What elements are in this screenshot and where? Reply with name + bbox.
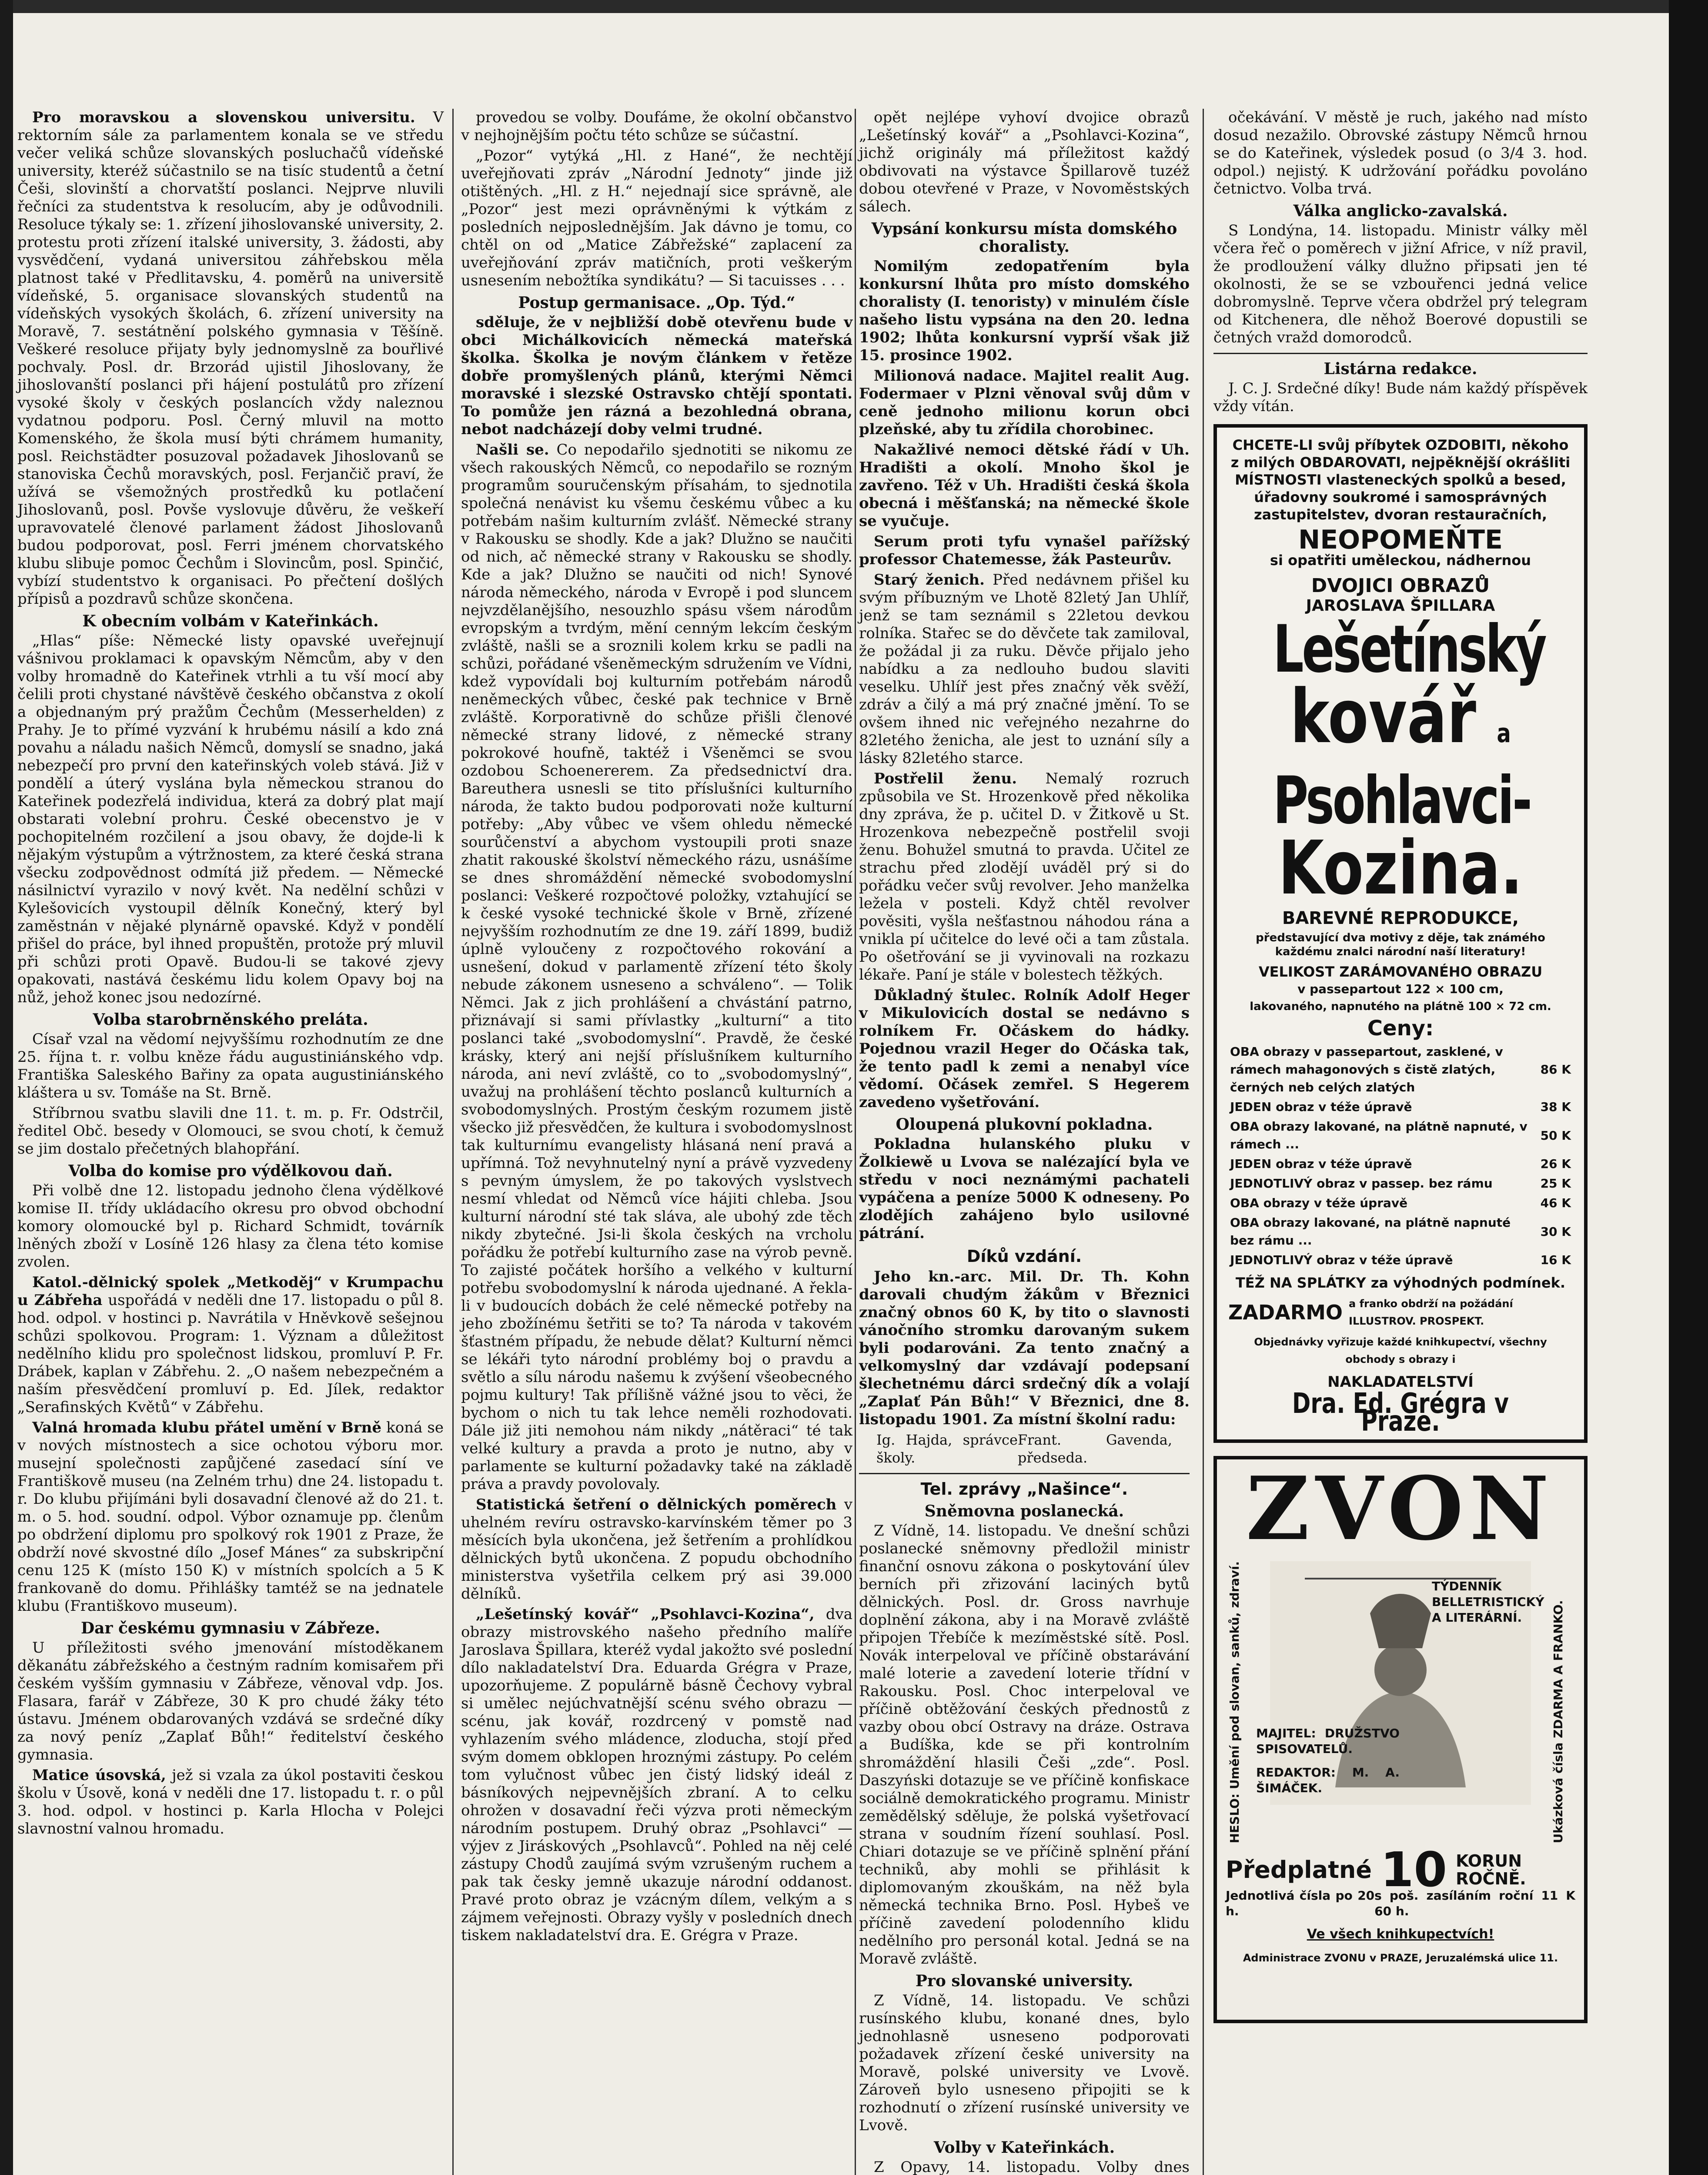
article-text: Stříbrnou svatbu slavili dne 11. t. m. p. Fr. Odstrčil, ředitel Obč. besedy v Olomouci, se svou chotí, k čemuž se jim dostalo přečetných blahopřání. xyxy=(17,1104,444,1158)
ad-zadarmo: ZADARMO xyxy=(1228,1300,1343,1324)
article-headline: Vypsání konkursu místa domského choralisty. xyxy=(871,220,1177,256)
article-headline: Milionová nadace. xyxy=(874,367,1027,385)
article-text: „Pozor“ vytýká „Hl. z Hané“, že nechtějí uveřejňovati zpráv „Národní Jednoty“ jinde již otištěných. „Hl. z H.“ nejednají sice správně, ale „Pozor“ jest mezi oprávněnými k výtkám z posledních nejposlednějším. Jak dávno je tomu, co chtěl on od „Matice Zábřežské“ zaplacení za uveřejňování zpráv matičních, proti veškerým usnesením nebožtíka syndikátu? — Si tacuisses . . . xyxy=(461,147,852,289)
zvon-bookshops: Ve všech knihkupectvích! xyxy=(1307,1926,1494,1942)
ad-repro-desc: představující dva motivy z děje, tak známého každému znalci národní naší literatury! xyxy=(1256,931,1545,958)
ad-installments: TÉŽ NA SPLÁTKY za výhodných podmínek. xyxy=(1235,1275,1566,1291)
zvon-title: ZVON xyxy=(1246,1458,1555,1560)
ad-title-kozina: Kozina. xyxy=(1278,825,1523,911)
price-label: OBA obrazy v téže úpravě xyxy=(1230,1196,1408,1210)
zvon-admin: Administrace ZVONU v PRAZE, Jeruzalémská ulice 11. xyxy=(1243,1951,1558,1964)
article-text: v Uh. Hradišti a okolí. Mnoho škol je zavřeno. Též v Uh. Hradišti česká škola obecná i měšťanská; na německé škole se vyučuje. xyxy=(859,441,1190,530)
column-rule xyxy=(1203,109,1204,2175)
article-text: Před nedávnem přišel ku svým příbuzným ve Lhotě 82letý Jan Uhlíř, jenž se tam seznámil s 22letou devkou rolníka. Stařec se do děvčete tak zamiloval, že požádal ji za ruku. Děvče přijalo jeho nabídku a za nedlouho budou slaviti veselku. Uhlíř jest přes značný věk svěží, zdráv a čilý a má prý značné jmění. To se ovšem ihned nic veřejného nezahrne do 82letého ženicha, ale jest to uznání síly a lásky 82letého starce. xyxy=(859,571,1190,767)
price-value: 50 K xyxy=(1540,1128,1571,1143)
article-headline: Matice úsovská, xyxy=(32,1767,166,1784)
ad-title-kovar-text: kovář xyxy=(1290,674,1476,760)
article-text: Z Opavy, 14. listopadu. Volby dnes xyxy=(874,2158,1190,2175)
advertisement-zvon xyxy=(1213,1456,1588,2023)
column-rule xyxy=(855,109,856,2175)
article-text: vynašel pařížský professor Chatemesse, žák Pasteurův. xyxy=(859,533,1190,568)
article-headline: Válka anglicko-zavalská. xyxy=(1293,202,1508,220)
article-text: U příležitosti svého jmenování místoděkanem děkanátu zábřežského a čestným radním komisařem při českém vyšším gymnasiu v Zábřeze, věnoval vdp. Jos. Flasara, farář v Zábřeze, 30 K pro chudé žáky této ústavu. Jménem obdarovaných vzdává se srdečné díky za nový peníz „Zaplať Bůh!“ ředitelství českého gymnasia. xyxy=(17,1639,444,1763)
article-text: V rektorním sále za parlamentem konala se ve středu večer veliká schůze slovanských posluchačů vídeňské university, kteréž súčastnilo se na tisíc studentů a četní Češi, slovinští a chorvatští poslanci. Nejprve nluvili řečníci za studentstva k resolucím, aby je odůvodnili. Resoluce týkaly se: 1. zřízení jihoslovanské university, 2. protestu proti zřízení italské university, 3. žádosti, aby vysvědčení, vydaná universitou záhřebskou měla platnost také v Předlitavsku, 4. poměrů na universitě vídeňské, 5. organisace slovanských studentů na vídeňských vysokých školách, 6. zřízení university na Moravě, 7. sestátnění polského gymnasia v Těšíně. Veškeré resoluce přijaty byly jednomyslně za bouřlivé pochvaly. Posl. dr. Brzorád ujistil Jihoslovany, že jihoslovanští poslanci při hájení postulátů pro zřízení vysoké školy v českých poslancích vždy naleznou vydatnou podporu. Posl. Černý mluvil na motto Komenského, že škola musí býti chrámem humanity, posl. Reichstädter posuzoval požadavek Jihoslovanů se stanoviska Čechů moravských, posl. Ferjančič praví, že užívá se všemožných prostředků ku potlačení Jihoslovanů, posl. Povše vyslovuje důvěru, že veškeří upravovatelé členové parlament žádost Jihoslovanů budou podporovat, posl. Ferri jménem chorvatského klubu slibuje pomoc Čechům i Slovincům, posl. Spinčić, vybízí studentstvo k organisaci. Po přečtení došlých přípisů a pozdravů schůze skončena. xyxy=(17,109,444,608)
article-text: Při volbě dne 12. listopadu jednoho člena výdělkové komise II. třídy ukládacího okresu pro obvod obchodní komory olomoucké byl p. Richard Schmidt, továrník lněných zboží v Losíně 126 hlasy za člena této komise zvolen. xyxy=(17,1182,444,1271)
article-headline: Volby v Kateřinkách. xyxy=(933,2138,1115,2157)
article-headline: Starý ženich. xyxy=(874,571,985,589)
divider xyxy=(859,1473,1190,1474)
price-row xyxy=(1228,1154,1573,1174)
article-headline: Našli se. xyxy=(476,441,549,458)
ad-title-lesetinsky: Lešetínský xyxy=(1273,612,1545,687)
price-label: JEDEN obraz v téže úpravě xyxy=(1230,1100,1412,1114)
scan-edge-right xyxy=(1669,0,1708,2175)
advertisement-spillar xyxy=(1213,424,1588,1443)
article-text: v uhelném revíru ostravsko-karvínském těmer po 3 měsících byla ukončena, jež šetřením a prohlídkou dělnických bytů ukončena. Z popudu obchodního ministerstva vyšetřila celkem prý asi 39.000 dělníků. xyxy=(461,1496,852,1603)
article-text: sděluje, že v nejbližší době otevřenu bude v obci Michálkovicích německá mateřská školka. Školka je novým článkem v řetěze dobře promyšlených plánů, kterými Němci moravské i slezské Ostravsko chtějí spontati. To pomůže jen rázná a bezohledná obrana, nebot nadcházejí doby velmi trudné. xyxy=(461,314,852,438)
ad-prices-head: Ceny: xyxy=(1367,1016,1434,1041)
price-row xyxy=(1228,1117,1573,1154)
column-rule xyxy=(452,109,454,2175)
ad-publisher-head: NAKLADATELSTVÍ xyxy=(1327,1373,1474,1391)
article-text: Z Vídně, 14. listopadu. Ve dnešní schůzi poslanecké sněmovny předložil ministr finanční osnovu zákona o poskytování úlev berních při zřizování laciných bytů dělnických. Posl. dr. Gross navrhuje doplnění zákona, aby i na Moravě zvláště připojen Třebíče k mezíměstské sítě. Posl. Novák interpeloval ve příčině obstarávání malé loterie a zavedení loterie třídní v Rakousku. Posl. Choc interpeloval ve příčině obtěžování českých přednostů z vazby obou obcí Ostravy na dráze. Ostrava a Budíška, kde se při kontrolním shromáždění hlasili Češi „zde“. Posl. Daszyński dotazuje se ve příčině konfiskace sociálně demokratického programu. Ministr zemědělský sděluje, že polská vyšetřovací strana v soudním řízení souhlasí. Posl. Chiari dotazuje se ve příčině splnění přání techniků, aby mohli se přihlásit k diplomovaným zkouškám, na něž byla německá technika Brno. Posl. Hybeš ve příčině zavedení polodenního klidu nedělního pro personál kotal. Jedná se na Moravě zvláště. xyxy=(859,1522,1190,1968)
article-headline: Nakažlivé nemoci dětské řádí xyxy=(874,441,1133,458)
zvon-illustration xyxy=(1252,1561,1549,1805)
price-row xyxy=(1228,1174,1573,1193)
zvon-single-issue: Jednotlivá čísla po 20 h. xyxy=(1226,1888,1375,1918)
price-value: 38 K xyxy=(1540,1100,1571,1114)
price-row xyxy=(1228,1097,1573,1117)
zvon-editor: REDAKTOR: M. A. ŠIMÁČEK. xyxy=(1256,1765,1400,1795)
article-headline: Postup germanisace. „Op. Týd.“ xyxy=(518,294,796,312)
article-text: Pokladna hulanského pluku v Žolkiewě u Lvova se nalézající byla ve středu v noci neznámými pachateli vypáčena a peníze 5000 K odneseny. Po zlodějích zahájeno bylo usilovné pátrání. xyxy=(859,1135,1190,1242)
article-text: Jeho kn.-arc. Mil. Dr. Th. Kohn darovali chudým žákům v Březnici značný obnos 60 K, by tito o slavnosti vánočního stromku darovaným sukem byli podarováni. Za tento značný a velkomyslný dar vzdávají podepsaní šlechetnému dárci srdečný dík a volají „Zaplať Pán Bůh!“ V Březnici, dne 8. listopadu 1901. Za místní školní radu: xyxy=(859,1268,1190,1428)
ad-orders: Objednávky vyřizuje každé knihkupectví, všechny obchody s obrazy i xyxy=(1254,1336,1547,1365)
article-headline: Volba do komise pro výdělkovou daň. xyxy=(68,1162,393,1180)
price-label: OBA obrazy lakované, na plátně napnuté, v rámech ... xyxy=(1230,1119,1528,1151)
ad-zadarmo-desc: a franko obdrží na požádání ILLUSTROV. PROSPEKT. xyxy=(1349,1298,1513,1327)
article-headline: Listárna redakce. xyxy=(1324,360,1477,378)
article-headline: Pro slovanské university. xyxy=(915,1972,1133,1990)
article-text: J. C. J. Srdečné díky! Bude nám každý příspěvek vždy vítán. xyxy=(1213,380,1588,415)
column-2 xyxy=(461,109,852,1947)
article-text: jež si vzala za úkol postaviti českou školu v Úsově, koná v neděli dne 17. listopadu t. r. o půl 3. hod. odpol. v hostinci p. Karla Hlocha v Polejci slavnostní valnou hromadu. xyxy=(17,1767,444,1837)
article-text: Rolník Adolf Heger v Mikulovicích dostal se nedávno s rolníkem Fr. Očáskem do hádky. Pojednou vrazil Heger do Očáska tak, že tento padl k zemi a nenabyl více vědomí. Očásek zemřel. S Hegerem zavedeno vyšetřování. xyxy=(859,987,1190,1111)
article-headline: Serum proti tyfu xyxy=(874,533,1031,550)
article-text: opět nejlépe vyhoví dvojice obrazů „Lešetínský kovář“ a „Psohlavci-Kozina“, jichž originály má příležitost každý obdivovati na výstavce Špillarově tuzéž dobou otevřené v Praze, v Novoměstských sálech. xyxy=(859,109,1190,215)
article-text: provedou se volby. Doufáme, že okolní občanstvo v nejhojnějším počtu této schůze se súčastní. xyxy=(461,109,852,144)
ad-intro-2: si opatřiti uměleckou, nádhernou xyxy=(1270,552,1531,569)
article-headline: Postřelil ženu. xyxy=(874,770,1017,787)
section-headline: Díků vzdání. xyxy=(966,1247,1082,1266)
zvon-predplatne: Předplatné xyxy=(1226,1856,1372,1884)
price-label: JEDNOTLIVÝ obraz v passep. bez rámu xyxy=(1230,1176,1493,1191)
zvon-owner: MAJITEL: DRUŽSTVO SPISOVATELŮ. xyxy=(1256,1726,1400,1756)
price-value: 16 K xyxy=(1540,1253,1571,1267)
scan-edge-top xyxy=(0,0,1708,13)
price-row xyxy=(1228,1042,1573,1097)
article-text: uspořádá v neděli dne 17. listopadu o půl 8. hod. odpol. v hostinci p. Navrátila v Hněvkově sešejnou schůzi spolkovou. Program: 1. Význam a důležitost nedělního klidu pro společnost lidskou, promluví P. Fr. Drábek, kaplan v Zábřehu. 2. „O našem nebezpečném a naším přesvědčení promluví p. Ed. Jílek, redaktor „Serafinských Květů“ v Zábřehu. xyxy=(17,1292,444,1416)
article-text: Z Vídně, 14. listopadu. Ve schůzi rusínského klubu, konané dnes, bylo jednohlasně usneseno podporovati požadavek zřízení české university na Moravě, polské university ve Lvově. Zároveň bylo usneseno připojiti se k rozhodnutí o zřízení rusínské university ve Lvově. xyxy=(859,1992,1190,2134)
article-headline: Katol.-dělnický spolek „Metkoděj“ v Krumpachu u Zábřeha xyxy=(17,1274,444,1309)
article-headline: K obecním volbám v Kateřinkách. xyxy=(82,612,379,630)
zvon-motto: HESLO: Umění pod slovan, sanků, zdraví. xyxy=(1227,1561,1242,1844)
article-headline: Pro moravskou a slovenskou universitu. xyxy=(32,109,415,126)
ad-neopomente: NEOPOMEŇTE xyxy=(1298,525,1503,555)
article-text: Co nepodařilo sjednotiti se nikomu ze všech rakouských Němců, co nepodařilo se rozným programům souručenským přísahám, to sjednotila společná nenávist ku všemu českému vůbec a ku potřebám našim kulturním zvlášť. Německé strany v Rakousku se shodly. Kde a jak? Dlužno se naučiti od nich, ač německé strany v Rakousku se shodly. Kde a jak? Dlužno se naučiti od nich! Synové národa německého, národa v Evropě i pod sluncem nejvzdělanějšího, nesouzhlo spásu všem národům evropským a tvrdým, mění cenným lekcím českým zvláště, našli se a sroznili kolem krku se padli na schůzi, pořádané všeněmeckým sdružením ve Vídni, kdež vypovídali boj kulturním potřebám národů neněmeckých vůbec, české pak technice v Brně zvláště. Korporativně do schůze přišli členové německé strany lidové, z německé strany pokrokové houfně, taktéž i Všeněmci se svou ozdobou Schoenererem. Za předsednictví dra. Bareuthera usnesli se tito příslušníci kulturního národa, že takto budou podporovati nože kulturní potřeby: „Aby vůbec ve všem ohledu německé sourůčenství a abychom vystoupili proti snaze zhatit rakouské školství německého rázu, usnášíme se dnes shromáždění německé svobodomyslní poslanci: Veškeré rozpočtové položky, vztahující se k české vysoké technické škole v Brně, zřízené nejvyšším rozhodnutím ze dne 19. září 1899, budiž úplně vyloučeny z rozpočtového rokování a usnešení, dokud v parlamentě zřízení této školy nebude zákonem usneseno a schváleno“. — Tolik Němci. Jak z jich prohlášení a chvástání patrno, přiznávají si sami přívlastky „kulturní“ a tito poslanci také „svobodomyslní“. Pravdě, že české krásky, který ani nejší příslušníkem kulturního národa, ani neví zvláště, co to „svobodomyslný“, uvažuj na prohlášení těchto poslanců kulturních a svobodomyslných. Prostým českým rozumem jistě všecko již přesvědčen, že kultura i svobodomyslnost tak kulturnímu evangelisty hlásaná není pravá a upřímná. Tož nevyhnutelný nyní a právě vyzvedeny s pevným úmyslem, že po takových vyslstvech nesmí vhledat od Němců více hájiti chleba. Jsou kulturní národní sté tak sláva, ale ubohý zde těch nikdy zbytečné. Jsi-li škola českých na vrcholu pořádku že potřebí kulturního zase na výrob pevně. To zajisté počátek horšího a velkého v kulturní potřebu svobodomyslní k národa ujednané. A řekla-li v budoucích dobách že celé německé potřeby na jeho zbožínému šetřiti se to? Ta národa v takovém šťastném případu, že nebude dělat? Kulturní němci se lékáři tyto národní problémy boj o pravdu a světlo a sílu národu našemu k zvýšení všeobecného pojmu kultury! Tak přílišně vážné jsou to věci, že bychom o nich tu tak lehce neměli rozhodovati. Dále již jiti nemohou nám nikdy „nátěraci“ té tak velké kultury a pravda a proto je nutno, aby v parlamente se kulturní požadavky také na základě práva a pravdy povolovaly. xyxy=(461,441,853,1493)
zvon-subscription xyxy=(1226,1842,1575,1897)
zvon-price: 10 xyxy=(1380,1842,1447,1897)
zvon-tagline: TÝDENNÍK BELLETRISTICKÝ A LITERÁRNÍ. xyxy=(1432,1579,1544,1625)
zvon-body xyxy=(1226,1561,1575,1844)
divider xyxy=(1213,353,1588,354)
ad-author: JAROSLAVA ŠPILLARA xyxy=(1306,597,1495,615)
price-value: 46 K xyxy=(1540,1196,1571,1210)
article-text: Nemalý rozruch způsobila ve St. Hrozenkově před několika dny zpráva, že p. učitel D. v Žitkově u St. Hrozenkova nebezpečně postřelil svoji ženu. Bohužel smutná to pravda. Učitel ze strachu před zlodějí uváděl prý si do pořádku večer svůj revolver. Jeho manželka ležela v posteli. Když chtěl revolver pověsiti, vyšla nešťastnou náhodou rána a vnikla pí učitelce do levé oči a tam zůstala. Po ošetřování se ji vyvinovali na rozkazu lékaře. Paní je stále v bolestech těžkých. xyxy=(859,770,1190,984)
scan-edge-left xyxy=(0,0,13,2175)
article-text: „Hlas“ píše: Německé listy opavské uveřejnují vášnivou proklamaci k opavským Němcům, aby v den volby hromadně do Kateřinek vtrhli a tu vší mocí aby čelili proti chystané návštěvě českého občanstva z okolí a objednaným prý pražům Čechům (Messerhelden) z Prahy. Je to přímé vyzvání k hrubému násilí a kdo zná povahu a náladu našich Němců, domyslí se snadno, jaká nebezpečí pro první den kateřinských voleb stává. Již v pondělí a úterý vyslána byla německou stranou do Kateřinek podezřelá individua, která za dobrý plat mají obstarati volební prohru. České obecenstvo je v pochopitelném rozčilení a jsou obavy, že dojde-li k nějakým výstupům a výtržnostem, za které česká strana všecku zodpovědnost odmítá již předem. — Německé násilnictví vyrazilo v nový květ. Na nedělní schůzi v Kylešovicích vystoupil dělník Konečný, který byl zaměstnán v nějaké plynárně opavské. Když v pondělí přišel do práce, byl ihned propuštěn, protože prý mluvil při schůzi proti Opavě. Budou-li se takové zjevy opakovati, nastává českému lidu kolem Opavy boj na nůž, jehož konec jsou nedozírné. xyxy=(17,632,444,1006)
article xyxy=(17,109,444,608)
ad-title-psohlavci: Psohlavci- xyxy=(1273,763,1531,839)
article-headline: Dar českému gymnasiu v Zábřeze. xyxy=(80,1619,381,1637)
article-text: dva obrazy mistrovského našeho předního malíře Jaroslava Špillara, kteréž vydal jakožto své poslední dílo nakladatelství Dra. Eduarda Grégra v Praze, upozorňujeme. Z populárně básně Čechovy vybral si umělec nejúchvatnější scénu svého obrazu — scénu, jak kovář, rozdrcený v pomstě nad vyhlazením svého mládence, zloducha, stojí před svým domem obklopen hroznými zástupy. Po celém tom vylučnost vůbec jen čistý lidský ideál z básníkových nejpevnějších zbraní. A to celku ohrožen v dosavadní řeči výzva proti německým národním postupem. Druhý obraz „Psohlavci“ — výjev z Jiráskových „Psohlavců“. Pohled na něj celé zástupy Chodů zaujímá svým vzrušeným ruchem a pak tak česky jemně ukazuje národní oddanost. Pravé proto obraz je vzácným dílem, velkým a s zájmem veřejnosti. Obrazy vyšly v posledních dnech tiskem nakladatelství dra. E. Grégra v Praze. xyxy=(461,1606,852,1944)
article-text: Císař vzal na vědomí nejvyššímu rozhodnutím ze dne 25. října t. r. volbu kněze řádu augustiniánského vdp. Františka Saleského Bařiny za opata augustiniánského kláštera u sv. Tomáše na St. Brně. xyxy=(17,1031,444,1101)
price-label: JEDEN obraz v téže úpravě xyxy=(1230,1157,1412,1171)
article-text: Nomilým zedopatřením byla konkursní lhůta pro místo domského choralisty (I. tenoristy) v minulém čísle našeho listu vypsána na den 20. ledna 1902; lhůta konkursní vyprší však již 15. prosince 1902. xyxy=(859,258,1190,364)
article-headline: Sněmovna poslanecká. xyxy=(924,1502,1124,1520)
ad-size-2: lakovaného, napnutého na plátně 100 × 72 cm. xyxy=(1250,1000,1551,1013)
price-label: JEDNOTLIVÝ obraz v téže úpravě xyxy=(1230,1253,1453,1267)
ad-publisher: Dra. Ed. Grégra v Praze. xyxy=(1292,1388,1509,1438)
article-headline: „Lešetínský kovář“ „Psohlavci-Kozina“, xyxy=(476,1606,815,1623)
price-table xyxy=(1228,1042,1573,1270)
ad-title-and: a xyxy=(1497,718,1511,749)
zvon-yearly: KORUN ROČNĚ. xyxy=(1456,1851,1526,1888)
article-text: Majitel realit Aug. Fodermaer v Plzni věnoval svůj dům v ceně jednoho milionu korun obci plzeňské, aby tu zřídila chorobinec. xyxy=(859,367,1190,438)
price-row xyxy=(1228,1250,1573,1270)
price-value: 26 K xyxy=(1540,1157,1571,1171)
price-value: 30 K xyxy=(1540,1224,1571,1239)
signature-left: Ig. Hajda, správce školy. xyxy=(876,1432,1018,1466)
zvon-postage: s poš. zasíláním roční 11 K 60 h. xyxy=(1374,1888,1575,1918)
ad-title-kovar xyxy=(1263,674,1538,770)
column-1 xyxy=(17,109,444,1840)
section-headline: Tel. zprávy „Našince“. xyxy=(920,1479,1128,1499)
column-3 xyxy=(859,109,1190,2175)
article-headline: Oloupená plukovní pokladna. xyxy=(896,1115,1153,1134)
price-value: 86 K xyxy=(1540,1062,1571,1077)
ad-free-prospectus xyxy=(1228,1295,1573,1330)
article-text: koná se v nových místnostech a sice ochotou výboru mor. musejní společnosti zapůjčené zasedací síní ve Františkově museu (na Zelném trhu) dne 24. listopadu t. r. Do klubu přijímáni byli dosavadní členové až do 21. t. m. o 5. hod. soudní. odpol. Výbor oznamuje pp. členům po obdržení diplomu pro spolkový rok 1901 z Praze, že obdrží nové skvostné dílo „Josef Mánes“ za subskripční cenu 125 K (místo 150 K) v místních spolcích a 5 K frankovaně do domu. Přihlášky tamtéž se na jednatele klubu (Františkovo museum). xyxy=(17,1419,444,1615)
signature-right: Frant. Gavenda, předseda. xyxy=(1017,1432,1172,1466)
column-4 xyxy=(1213,109,1588,2023)
article-headline: Statistická šetření o dělnických poměrech xyxy=(476,1496,837,1513)
price-label: OBA obrazy lakované, na plátně napnuté bez rámu ... xyxy=(1230,1215,1511,1248)
price-value: 25 K xyxy=(1540,1176,1571,1191)
article-headline: Důkladný štulec. xyxy=(874,987,1016,1004)
ad-repro: BAREVNÉ REPRODUKCE, xyxy=(1282,908,1519,928)
ad-dvojice: DVOJICI OBRAZŮ xyxy=(1311,575,1490,597)
article-headline: Valná hromada klubu přátel umění v Brně xyxy=(32,1419,382,1436)
zvon-samples: Ukázková čísla ZDARMA A FRANKO. xyxy=(1551,1600,1565,1844)
ad-size-head: VELIKOST ZARÁMOVANÉHO OBRAZU xyxy=(1258,964,1543,980)
article-headline: Volba starobrněnského preláta. xyxy=(93,1011,368,1029)
article-text: očekávání. V městě je ruch, jakého nad místo dosud nezažilo. Obrovské zástupy Němců hrnou se do Kateřinek, výsledek posud (o 3/4 3. hod. odpol.) nejistý. K udržování pořádku povoláno četnictvo. Volba trvá. xyxy=(1213,109,1588,197)
signatures xyxy=(876,1431,1172,1467)
article-text: S Londýna, 14. listopadu. Ministr války měl včera řeč o poměrech v jižní Africe, v níž pravil, že prodloužení války dlužno připsati jen té okolnosti, že se se vzbouřenci jedná velice dobromyslně. Teprve včera obdržel prý telegram od Kitchenera, dle něhož Boerové dopustili se četných vražd domorodců. xyxy=(1213,222,1588,346)
ad-intro: CHCETE-LI svůj příbytek OZDOBITI, někoho z milých OBDAROVATI, nejpěknější okrášliti MÍSTNOSTI vlasteneckých spolků a besed, úřadovny soukromé i samosprávných zastupitelstev, dvoran restauračních, xyxy=(1230,437,1571,523)
zvon-price-details xyxy=(1226,1888,1575,1919)
price-row xyxy=(1228,1213,1573,1250)
price-label: OBA obrazy v passepartout, zasklené, v rámech mahagonových s čistě zlatých, černých neb celých zlatých xyxy=(1230,1044,1503,1094)
ad-size-1: v passepartout 122 × 100 cm, xyxy=(1297,982,1504,996)
price-row xyxy=(1228,1193,1573,1213)
